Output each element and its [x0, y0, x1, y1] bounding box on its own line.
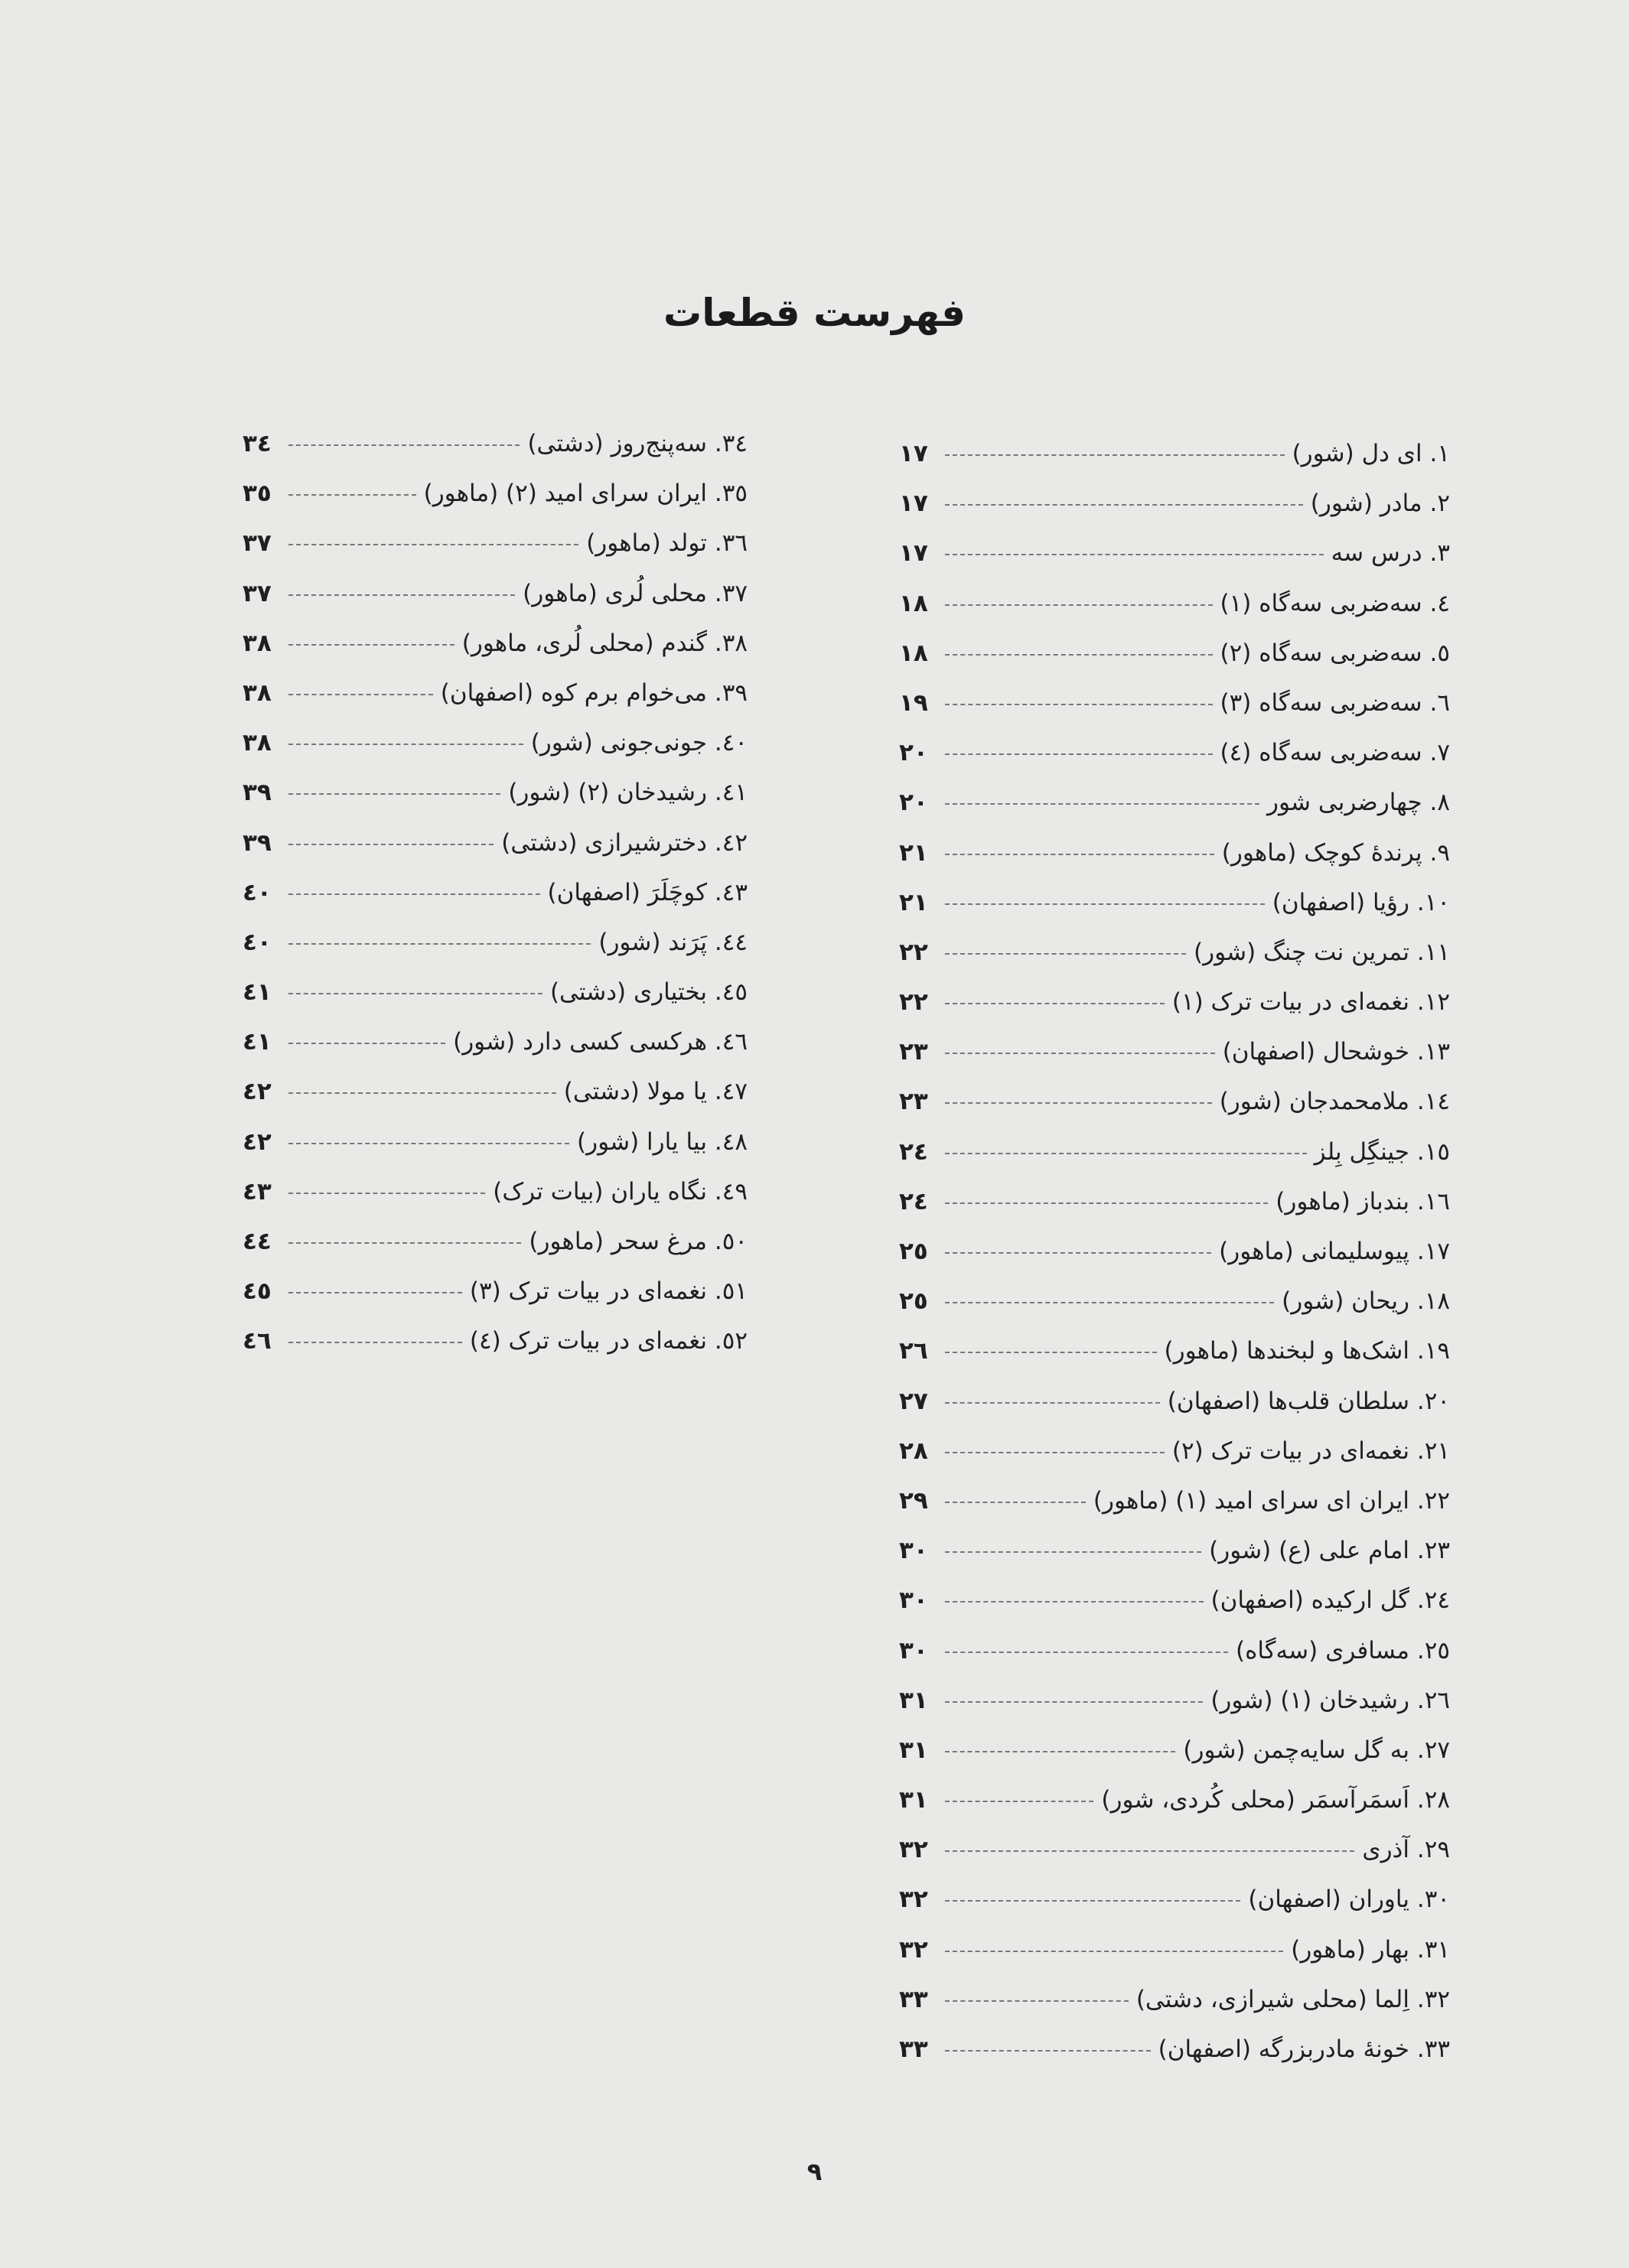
toc-entry-title: ٥۰. مرغ سحر (ماهور) [529, 1228, 748, 1255]
toc-entry-page: ۲۹ [899, 1486, 928, 1515]
toc-entry-page: ۳۰ [899, 1636, 928, 1664]
dotted-leader [288, 1242, 521, 1244]
toc-entry-title: ۲٤. گل ارکیده (اصفهان) [1210, 1586, 1450, 1615]
toc-entry-title: ۳۱. بهار (ماهور) [1291, 1935, 1450, 1964]
toc-entry-title: ۲۱. نغمه‌ای در بیات ترک (۲) [1171, 1437, 1450, 1465]
toc-entry [243, 829, 748, 879]
toc-entry-page: ۲٤ [899, 1137, 928, 1166]
dotted-leader [945, 1252, 1211, 1254]
toc-entry [243, 580, 748, 630]
toc-entry-page: ٤۳ [243, 1177, 272, 1206]
toc-entry-page: ۳۷ [243, 529, 272, 558]
toc-entry [899, 440, 1450, 490]
toc-entry-page: ۳۸ [243, 678, 272, 707]
dotted-leader [288, 444, 520, 446]
toc-column-right [899, 440, 1450, 2085]
toc-entry [899, 1537, 1450, 1586]
toc-entry-title: ۲٥. مسافری (سه‌گاه) [1236, 1636, 1450, 1664]
dotted-leader [945, 1850, 1354, 1852]
dotted-leader [945, 1402, 1160, 1404]
toc-entry [899, 1637, 1450, 1687]
dotted-leader [288, 1092, 556, 1094]
toc-entry-page: ۳۲ [899, 1886, 928, 1914]
dotted-leader [945, 1751, 1175, 1752]
toc-entry [899, 2035, 1450, 2085]
toc-entry [243, 729, 748, 779]
toc-entry-page: ۲۰ [899, 789, 928, 817]
toc-entry-page: ۳۲ [899, 1935, 928, 1964]
toc-entry-page: ٤٦ [243, 1327, 272, 1355]
toc-entry-page: ۳۹ [243, 828, 272, 857]
toc-entry-page: ۱۷ [899, 490, 928, 518]
toc-entry-title: ۲. مادر (شور) [1310, 490, 1450, 518]
toc-entry [899, 1238, 1450, 1287]
toc-entry [899, 1986, 1450, 2035]
dotted-leader [945, 1003, 1165, 1004]
toc-entry-title: ۷. سه‌ضربی سه‌گاه (٤) [1220, 739, 1450, 767]
toc-entry-page: ۲٦ [899, 1337, 928, 1365]
dotted-leader [288, 793, 500, 795]
toc-entry-title: ۲۸. اَسمَرآسمَر (محلی کُردی، شور) [1101, 1786, 1450, 1814]
toc-entry-title: ۱٥. جینگِل بِلز [1314, 1137, 1450, 1166]
toc-entry [243, 679, 748, 729]
toc-entry-page: ۱۹ [899, 688, 928, 717]
toc-entry-page: ٤۲ [243, 1078, 272, 1106]
toc-entry [899, 1337, 1450, 1387]
toc-entry [243, 929, 748, 978]
toc-entry [243, 879, 748, 929]
toc-entry-title: ۳۷. محلی لُری (ماهور) [523, 579, 748, 607]
toc-entry-title: ۱۲. نغمه‌ای در بیات ترک (۱) [1171, 988, 1450, 1017]
toc-entry-page: ۱۷ [899, 539, 928, 568]
dotted-leader [945, 1900, 1240, 1902]
toc-entry-title: ۲۲. ایران ای سرای امید (۱) (ماهور) [1093, 1486, 1450, 1515]
toc-entry-page: ۳٤ [243, 430, 272, 457]
dotted-leader [945, 2000, 1129, 2002]
toc-entry-page: ۳۱ [899, 1786, 928, 1814]
toc-entry-page: ۳۲ [899, 1836, 928, 1864]
toc-entry-title: ٤٤. پَرَند (شور) [598, 928, 748, 956]
toc-entry-title: ٤۸. بیا یارا (شور) [577, 1127, 748, 1156]
dotted-leader [288, 694, 433, 695]
toc-entry-page: ۳۱ [899, 1736, 928, 1764]
toc-entry [243, 480, 748, 529]
dotted-leader [945, 1701, 1203, 1703]
toc-entry-title: ۳. درس سه [1331, 539, 1450, 568]
toc-entry [899, 1586, 1450, 1636]
toc-entry-page: ۳۰ [899, 1586, 928, 1615]
toc-entry-page: ۲٥ [899, 1287, 928, 1316]
dotted-leader [288, 893, 540, 895]
toc-entry-page: ۳۸ [243, 729, 272, 757]
toc-entry-title: ٥۲. نغمه‌ای در بیات ترک (٤) [469, 1327, 748, 1355]
toc-entry-title: ۳٥. ایران سرای امید (۲) (ماهور) [423, 480, 748, 508]
toc-entry-page: ۳۹ [243, 779, 272, 807]
toc-entry-title: ٥. سه‌ضربی سه‌گاه (۲) [1220, 639, 1450, 667]
toc-entry [243, 430, 748, 480]
toc-entry [899, 1886, 1450, 1935]
toc-entry [899, 1487, 1450, 1537]
toc-entry [243, 1028, 748, 1078]
toc-entry-page: ٤٤ [243, 1228, 272, 1255]
dotted-leader [288, 744, 523, 745]
toc-entry-page: ۲۳ [899, 1088, 928, 1116]
dotted-leader [945, 454, 1285, 456]
toc-entry-page: ۲۲ [899, 988, 928, 1017]
toc-entry [243, 1277, 748, 1327]
toc-entry-page: ۱۷ [899, 440, 928, 467]
toc-entry [899, 490, 1450, 539]
toc-entry-title: ٤۷. یا مولا (دشتی) [563, 1078, 748, 1106]
toc-entry-title: ۲۳. امام علی (ع) (شور) [1209, 1537, 1450, 1565]
dotted-leader [945, 953, 1186, 955]
dotted-leader [288, 544, 578, 545]
dotted-leader [288, 1043, 445, 1044]
dotted-leader [945, 1951, 1283, 1952]
toc-entry-title: ٤۰. جونی‌جونی (شور) [530, 729, 748, 757]
toc-entry [243, 1228, 748, 1277]
toc-entry-title: ۲۰. سلطان قلب‌ها (اصفهان) [1167, 1387, 1450, 1415]
toc-entry-title: ۱۰. رؤیا (اصفهان) [1272, 888, 1450, 916]
toc-entry-page: ٤۰ [243, 878, 272, 906]
toc-entry [899, 1287, 1450, 1337]
toc-entry-title: ٤. سه‌ضربی سه‌گاه (۱) [1220, 589, 1450, 617]
dotted-leader [288, 644, 454, 646]
toc-entry-page: ۳۷ [243, 579, 272, 607]
toc-entry-page: ٤۱ [243, 1028, 272, 1056]
toc-entry-title: ۳۹. می‌خوام برم کوه (اصفهان) [440, 678, 748, 707]
toc-entry [243, 1178, 748, 1228]
dotted-leader [945, 654, 1213, 656]
dotted-leader [945, 1153, 1307, 1154]
toc-entry-title: ۲۷. به گل سایه‌چمن (شور) [1183, 1736, 1450, 1764]
toc-entry [899, 689, 1450, 739]
toc-column-left [243, 430, 748, 1378]
toc-entry [899, 1736, 1450, 1786]
toc-entry-title: ۳۲. اِلما (محلی شیرازی، دشتی) [1135, 1985, 1450, 2013]
dotted-leader [945, 1053, 1215, 1054]
dotted-leader [945, 803, 1259, 805]
toc-entry [899, 1936, 1450, 1986]
toc-entry [899, 988, 1450, 1038]
dotted-leader [288, 494, 416, 496]
toc-entry-title: ٤۱. رشیدخان (۲) (شور) [508, 779, 748, 807]
toc-entry-title: ۳۳. خونهٔ مادربزرگه (اصفهان) [1158, 2035, 1450, 2063]
dotted-leader [945, 854, 1214, 855]
dotted-leader [288, 1342, 462, 1343]
toc-entry-page: ۲۷ [899, 1387, 928, 1415]
dotted-leader [288, 844, 494, 845]
dotted-leader [945, 704, 1213, 705]
dotted-leader [945, 1651, 1228, 1653]
toc-entry-page: ۳۱ [899, 1686, 928, 1714]
toc-entry [899, 1687, 1450, 1736]
toc-entry-page: ۳٥ [243, 480, 272, 508]
toc-entry-page: ٤۲ [243, 1127, 272, 1156]
toc-entry [899, 839, 1450, 889]
toc-entry-page: ۲۰ [899, 739, 928, 767]
toc-entry-title: ۱۳. خوشحال (اصفهان) [1222, 1038, 1450, 1066]
toc-entry-page: ۲۲ [899, 938, 928, 966]
toc-entry [899, 1786, 1450, 1836]
toc-entry [899, 590, 1450, 639]
dotted-leader [945, 1302, 1274, 1303]
toc-entry-title: ٤۲. دخترشیرازی (دشتی) [501, 828, 748, 857]
toc-entry-title: ۱۸. ریحان (شور) [1282, 1287, 1450, 1316]
toc-entry-title: ۱. ای دل (شور) [1292, 440, 1450, 467]
toc-entry-title: ٤٦. هرکسی کسی دارد (شور) [453, 1028, 748, 1056]
toc-entry [243, 1128, 748, 1178]
toc-entry-title: ۳٦. تولد (ماهور) [586, 529, 748, 558]
toc-entry-page: ٤۱ [243, 978, 272, 1007]
dotted-leader [945, 1502, 1086, 1503]
toc-entry-title: ۲۹. آذری [1362, 1836, 1450, 1864]
dotted-leader [945, 1102, 1212, 1104]
toc-entry [243, 978, 748, 1028]
toc-entry-page: ۲۱ [899, 838, 928, 867]
toc-entry-page: ۳۳ [899, 1985, 928, 2013]
toc-entry-page: ٤٥ [243, 1277, 272, 1306]
toc-entry [243, 630, 748, 679]
dotted-leader [945, 1601, 1204, 1603]
toc-entry [243, 1078, 748, 1127]
dotted-leader [288, 943, 591, 945]
toc-entry-page: ۲۱ [899, 888, 928, 916]
toc-entry-page: ۲۳ [899, 1038, 928, 1066]
dotted-leader [288, 993, 542, 994]
dotted-leader [945, 1801, 1093, 1802]
toc-entry-title: ۱۱. تمرین نت چنگ (شور) [1194, 938, 1450, 966]
toc-entry [899, 539, 1450, 589]
toc-entry [243, 779, 748, 828]
toc-entry-title: ۳٤. سه‌پنج‌روز (دشتی) [527, 430, 748, 457]
dotted-leader [945, 753, 1213, 755]
dotted-leader [288, 1292, 462, 1293]
page-title: فهرست قطعات [663, 291, 966, 335]
toc-entry [899, 739, 1450, 789]
toc-entry-page: ۱۸ [899, 639, 928, 667]
dotted-leader [945, 1352, 1157, 1353]
toc-entry-title: ۱٦. بندباز (ماهور) [1276, 1187, 1450, 1215]
dotted-leader [945, 2050, 1151, 2052]
dotted-leader [945, 903, 1265, 905]
dotted-leader [288, 1143, 569, 1144]
toc-entry [899, 1437, 1450, 1487]
toc-entry-title: ٤۹. نگاه یاران (بیات ترک) [493, 1177, 748, 1206]
toc-entry-page: ۳۳ [899, 2035, 928, 2063]
toc-entry [899, 639, 1450, 689]
toc-entry [899, 939, 1450, 988]
dotted-leader [945, 604, 1213, 606]
toc-entry-title: ٤۳. کوچَلَرَ (اصفهان) [547, 878, 748, 906]
toc-entry-page: ۲۸ [899, 1437, 928, 1465]
dotted-leader [288, 1193, 485, 1194]
toc-entry-page: ۲٤ [899, 1187, 928, 1215]
toc-entry [243, 1327, 748, 1377]
toc-entry-title: ٥۱. نغمه‌ای در بیات ترک (۳) [469, 1277, 748, 1306]
toc-entry [899, 1088, 1450, 1137]
toc-entry-title: ۱۹. اشک‌ها و لبخندها (ماهور) [1164, 1337, 1450, 1365]
dotted-leader [945, 1202, 1268, 1204]
toc-entry [899, 1038, 1450, 1088]
toc-entry-title: ۸. چهارضربی شور [1267, 789, 1450, 817]
dotted-leader [945, 1551, 1201, 1553]
toc-entry-page: ۳۰ [899, 1537, 928, 1565]
toc-entry [899, 1388, 1450, 1437]
toc-entry-title: ۲٦. رشیدخان (۱) (شور) [1210, 1686, 1450, 1714]
toc-entry-page: ۲٥ [899, 1238, 928, 1265]
toc-entry-title: ٦. سه‌ضربی سه‌گاه (۳) [1220, 688, 1450, 717]
page-number: ۹ [806, 2157, 823, 2186]
toc-entry [899, 1138, 1450, 1188]
toc-entry-title: ۳۰. یاوران (اصفهان) [1248, 1886, 1450, 1914]
toc-entry [899, 1188, 1450, 1238]
dotted-leader [945, 504, 1303, 506]
toc-entry-page: ۱۸ [899, 589, 928, 617]
toc-entry-title: ٤٥. بختیاری (دشتی) [549, 978, 748, 1007]
toc-entry [899, 1836, 1450, 1886]
toc-entry [243, 529, 748, 579]
dotted-leader [945, 554, 1324, 555]
dotted-leader [945, 1452, 1165, 1453]
toc-entry-title: ۱۷. پیوسلیمانی (ماهور) [1219, 1238, 1450, 1265]
toc-entry [899, 789, 1450, 838]
dotted-leader [288, 594, 515, 596]
toc-entry [899, 889, 1450, 939]
toc-entry-title: ۹. پرندهٔ کوچک (ماهور) [1221, 838, 1450, 867]
toc-entry-title: ۳۸. گندم (محلی لُری، ماهور) [461, 629, 748, 657]
toc-entry-title: ۱٤. ملامحمدجان (شور) [1219, 1088, 1450, 1116]
toc-entry-page: ٤۰ [243, 928, 272, 956]
toc-entry-page: ۳۸ [243, 629, 272, 657]
